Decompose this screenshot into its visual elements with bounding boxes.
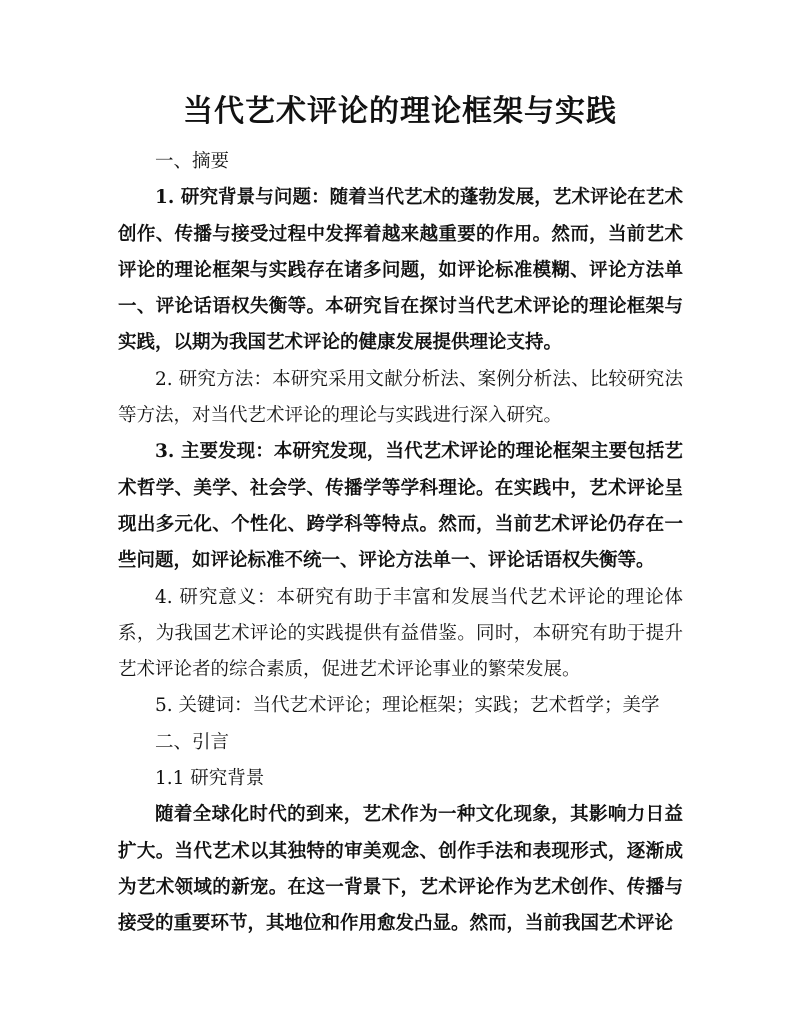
subsection-heading-background: 1.1 研究背景 xyxy=(155,768,265,790)
paragraph-main-findings: 3. 主要发现：本研究发现，当代艺术评论的理论框架主要包括艺术哲学、美学、社会学、传播学等学科理论。在实践中，艺术评论呈现出多元化、个性化、跨学科等特点。然而，当前艺术评论仍存在一些问题，如评论标准不统一、评论方法单一、评论话语权失衡等。 xyxy=(118,441,683,572)
document-title: 当代艺术评论的理论框架与实践 xyxy=(183,94,617,129)
paragraph-research-significance: 4. 研究意义：本研究有助于丰富和发展当代艺术评论的理论体系，为我国艺术评论的实践提供有益借鉴。同时，本研究有助于提升艺术评论者的综合素质，促进艺术评论事业的繁荣发展。 xyxy=(118,586,683,681)
section-heading-abstract: 一、摘要 xyxy=(155,151,230,172)
document-body xyxy=(118,144,683,943)
section-heading-introduction: 二、引言 xyxy=(155,731,230,753)
paragraph-introduction-body: 随着全球化时代的到来，艺术作为一种文化现象，其影响力日益扩大。当代艺术以其独特的审美观念、创作手法和表现形式，逐渐成为艺术领域的新宠。在这一背景下，艺术评论作为艺术创作、传播与接受的重要环节，其地位和作用愈发凸显。然而，当前我国艺术评论 xyxy=(118,804,683,935)
paragraph-keywords: 5. 关键词：当代艺术评论；理论框架；实践；艺术哲学；美学 xyxy=(155,695,660,717)
paragraph-research-background: 1. 研究背景与问题：随着当代艺术的蓬勃发展，艺术评论在艺术创作、传播与接受过程中发挥着越来越重要的作用。然而，当前艺术评论的理论框架与实践存在诸多问题，如评论标准模糊、评论方法单一、评论话语权失衡等。本研究旨在探讨当代艺术评论的理论框架与实践，以期为我国艺术评论的健康发展提供理论支持。 xyxy=(118,187,683,354)
paragraph-research-method: 2. 研究方法：本研究采用文献分析法、案例分析法、比较研究法等方法，对当代艺术评论的理论与实践进行深入研究。 xyxy=(118,368,683,427)
